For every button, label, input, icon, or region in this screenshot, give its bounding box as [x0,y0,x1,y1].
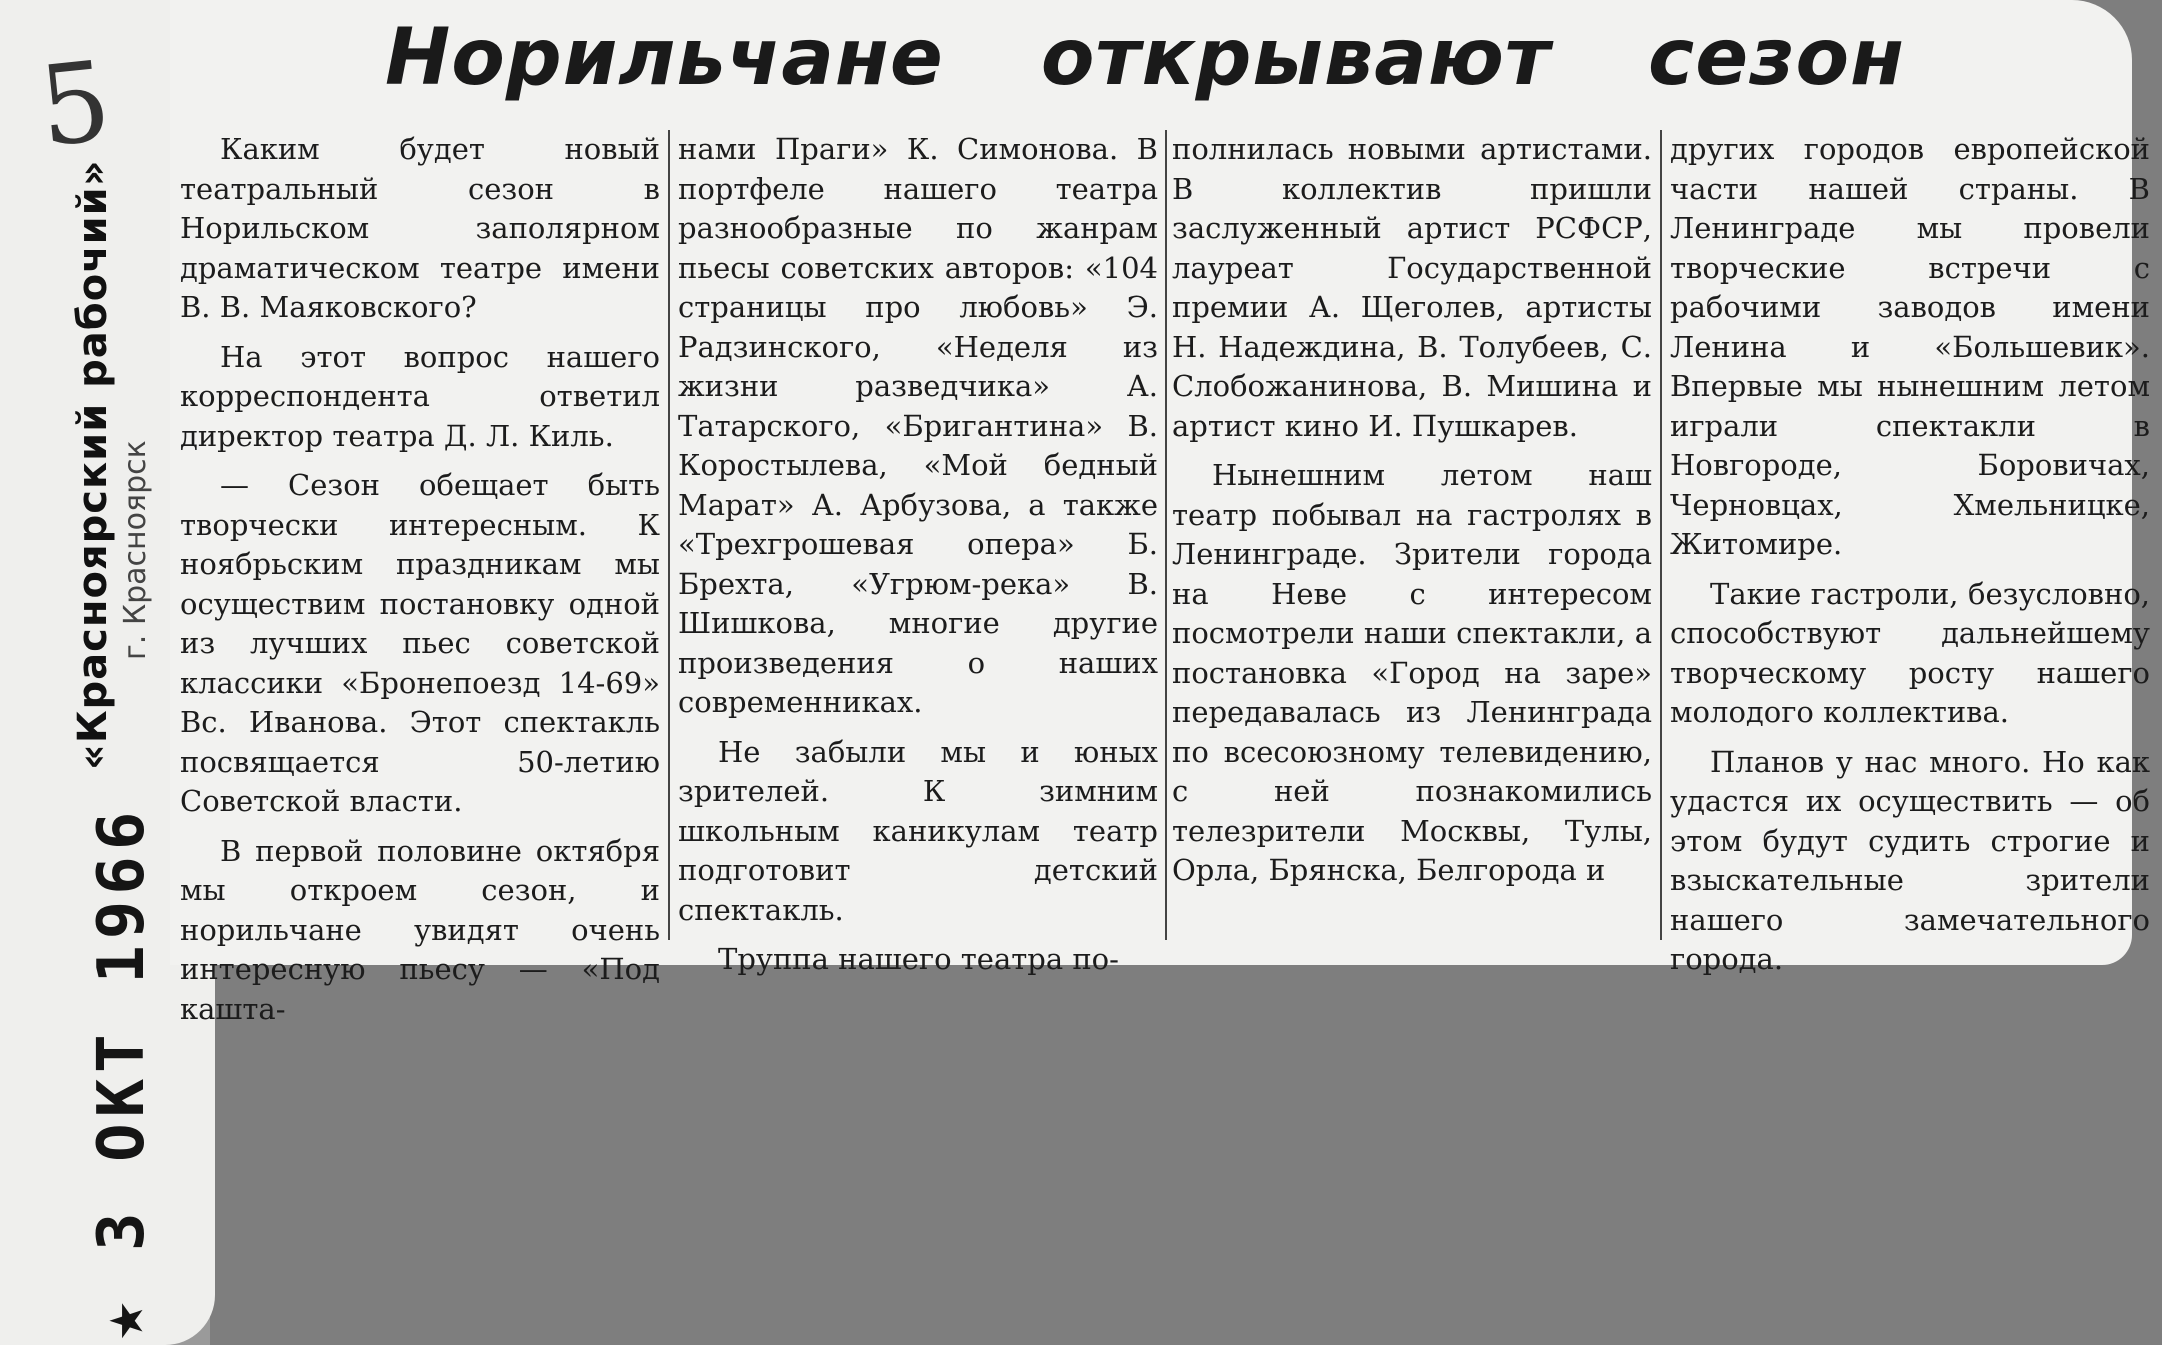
star-icon: ★ [85,1295,159,1340]
paragraph: На этот вопрос нашего корреспондента ответил директор театра Д. Л. Киль. [180,339,660,453]
column-divider [1165,130,1167,940]
article-column-2 [678,130,1158,990]
paragraph: Планов у нас много. Но как удастся их осуществить — об этом будут судить строгие и взыскательные зрители нашего замечательного города. [1670,744,2150,976]
paragraph: Труппа нашего театра по- [718,942,1119,976]
date-stamp-text: 3 ОКТ 1966 [85,805,159,1251]
paragraph: Нынешним летом наш театр побывал на гастролях в Ленинграде. Зрители города на Неве с интересом посмотрели наши спектакли, а постановка «Город на заре» передавалась из Ленинграда по всесоюзному телевидению, с ней познакомились телезрители Москвы, Тулы, Орла, Брянска, Белгорода и [1172,458,1652,887]
paragraph: Такие гастроли, безусловно, способствуют дальнейшему творческому росту нашего молодого коллектива. [1670,576,2150,729]
paragraph: В первой половине октября мы откроем сезон, и норильчане увидят очень интересную пьесу — «Под кашта- [180,833,660,1026]
paragraph: других городов европейской части нашей страны. В Ленинграде мы провели творческие встречи с рабочими заводов имени Ленина и «Большевик». Впервые мы нынешним летом играли спектакли в Новгороде, Боровичах, Черновцах, Хмельницке, Житомире. [1670,132,2150,561]
article-column-4 [1670,130,2150,990]
article-headline [385,8,1905,108]
paragraph: Каким будет новый театральный сезон в Норильском заполярном драматическом театре имени В. В. Маяковского? [180,132,660,324]
paragraph: нами Праги» К. Симонова. В портфеле нашего театра разнообразные по жанрам пьесы советских авторов: «104 страницы про любовь» Э. Радзинского, «Неделя из жизни разведчика» А. Татарского, «Бригантина» В. Коростылева, «Мой бедный Марат» А. Арбузова, а также «Трехгрошевая опера» Б. Брехта, «Угрюм-река» В. Шишкова, многие другие произведения о наших современниках. [678,132,1158,719]
article-column-1 [180,130,660,1039]
paragraph: полнилась новыми артистами. В коллектив пришли заслуженный артист РСФСР, лауреат Государственной премии А. Щеголев, артисты Н. Надеждина, В. Толубеев, С. Слобожанинова, В. Мишина и артист кино И. Пушкарев. [1172,132,1652,443]
handwritten-mark: 5 [33,36,117,172]
headline-word-3: сезон [1648,13,1905,103]
headline-word-1: Норильчане [385,13,944,103]
column-divider [668,130,670,940]
paragraph: Не забыли мы и юных зрителей. К зимним школьным каникулам театр подготовит детский спектакль. [678,734,1158,927]
city-name: г. Красноярск [118,440,153,660]
column-divider [1660,130,1662,940]
paragraph: — Сезон обещает быть творчески интересным. К ноябрьским праздникам мы осуществим постановку одной из лучших пьес советской классики «Бронепоезд 14-69» Вс. Иванова. Этот спектакль посвящается 50-летию Советской власти. [180,468,660,818]
headline-word-2: открывают [1040,13,1551,103]
newspaper-name: «Красноярский рабочий» [70,159,116,770]
article-column-3 [1172,130,1652,901]
